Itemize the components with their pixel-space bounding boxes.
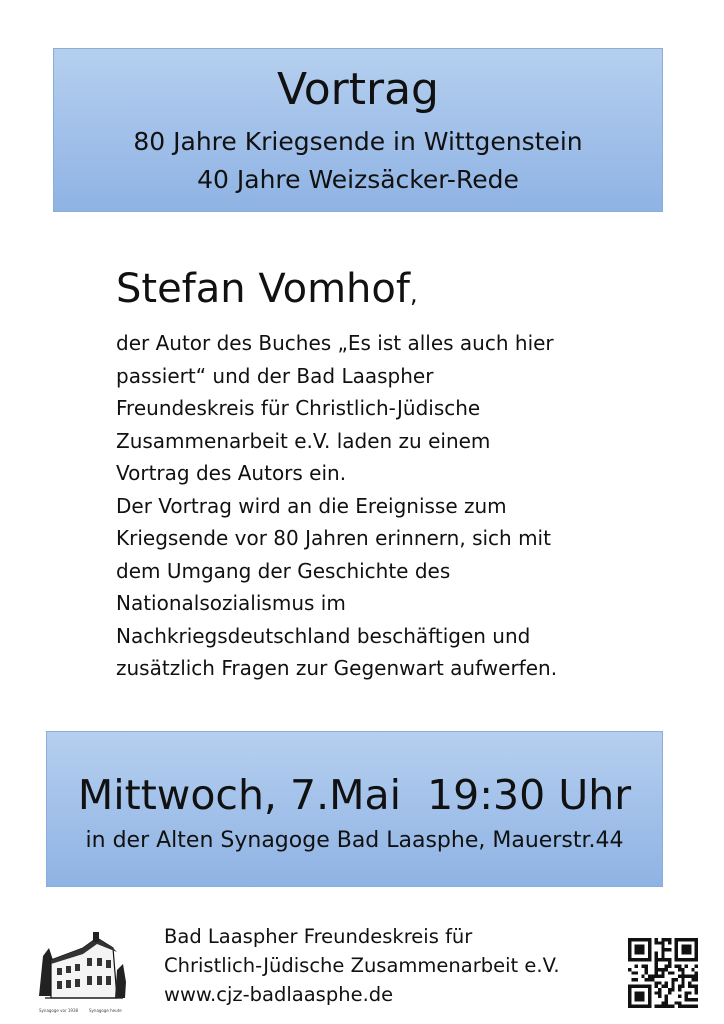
qr-module xyxy=(691,985,694,988)
qr-module xyxy=(655,1005,658,1008)
qr-module xyxy=(648,951,651,954)
qr-module xyxy=(635,998,638,1001)
qr-module xyxy=(665,985,668,988)
qr-module xyxy=(675,951,678,954)
qr-module xyxy=(661,955,664,958)
body-line: Zusammenarbeit e.V. laden zu einem xyxy=(116,428,491,453)
qr-module xyxy=(648,938,651,941)
qr-module xyxy=(658,981,661,984)
qr-module xyxy=(685,948,688,951)
qr-module xyxy=(665,1001,668,1004)
qr-module xyxy=(655,981,658,984)
qr-module xyxy=(668,971,671,974)
qr-module xyxy=(661,968,664,971)
qr-module xyxy=(628,985,631,988)
qr-module xyxy=(628,938,631,941)
qr-module xyxy=(655,941,658,944)
qr-module xyxy=(645,968,648,971)
subtitle-line-2: 40 Jahre Weizsäcker-Rede xyxy=(197,165,519,194)
qr-module xyxy=(678,1001,681,1004)
qr-module xyxy=(678,1005,681,1008)
qr-module xyxy=(688,975,691,978)
qr-module xyxy=(681,975,684,978)
qr-module xyxy=(635,938,638,941)
qr-module xyxy=(648,991,651,994)
qr-module xyxy=(638,985,641,988)
qr-module xyxy=(628,988,631,991)
footer-org-line-1: Bad Laaspher Freundeskreis für xyxy=(164,925,473,948)
qr-module xyxy=(688,958,691,961)
qr-module xyxy=(681,971,684,974)
qr-module xyxy=(691,938,694,941)
qr-module xyxy=(658,991,661,994)
qr-module xyxy=(671,971,674,974)
qr-module xyxy=(655,971,658,974)
qr-module xyxy=(628,1001,631,1004)
qr-module xyxy=(665,998,668,1001)
qr-module xyxy=(648,958,651,961)
qr-module xyxy=(678,958,681,961)
speaker-comma: , xyxy=(409,280,418,308)
footer-org-line-2: Christlich-Jüdische Zusammenarbeit e.V. xyxy=(164,954,560,977)
qr-module xyxy=(645,978,648,981)
qr-module xyxy=(695,955,698,958)
qr-module xyxy=(635,978,638,981)
qr-module xyxy=(681,951,684,954)
qr-module xyxy=(668,941,671,944)
qr-module xyxy=(635,958,638,961)
qr-module xyxy=(641,965,644,968)
body-line: Nationalsozialismus im xyxy=(116,591,346,615)
qr-module xyxy=(695,958,698,961)
qr-module xyxy=(638,998,641,1001)
body-text xyxy=(116,327,636,685)
title-banner xyxy=(53,48,663,212)
qr-module xyxy=(685,998,688,1001)
qr-module xyxy=(668,965,671,968)
qr-module xyxy=(628,968,631,971)
qr-module xyxy=(665,938,668,941)
main-content xyxy=(116,262,636,685)
qr-module xyxy=(658,988,661,991)
qr-module xyxy=(671,1005,674,1008)
qr-module xyxy=(638,1005,641,1008)
qr-module xyxy=(665,1005,668,1008)
qr-module xyxy=(668,1005,671,1008)
qr-module xyxy=(645,971,648,974)
qr-module xyxy=(685,1005,688,1008)
qr-module xyxy=(678,938,681,941)
speaker-name: Stefan Vomhof xyxy=(116,266,410,312)
qr-module xyxy=(665,948,668,951)
qr-module xyxy=(681,985,684,988)
qr-module xyxy=(645,938,648,941)
qr-module xyxy=(655,968,658,971)
qr-module xyxy=(681,981,684,984)
qr-module xyxy=(641,991,644,994)
qr-module xyxy=(668,958,671,961)
qr-module xyxy=(681,978,684,981)
qr-module xyxy=(675,948,678,951)
qr-module xyxy=(628,945,631,948)
qr-module xyxy=(635,951,638,954)
synagogue-building-icon xyxy=(37,926,127,1018)
qr-module xyxy=(655,958,658,961)
qr-module xyxy=(685,958,688,961)
qr-module xyxy=(665,965,668,968)
qr-module xyxy=(645,958,648,961)
qr-module xyxy=(648,988,651,991)
qr-module xyxy=(628,958,631,961)
qr-module xyxy=(655,985,658,988)
subtitle-line-1: 80 Jahre Kriegsende in Wittgenstein xyxy=(133,127,583,156)
qr-module xyxy=(631,985,634,988)
qr-module xyxy=(695,971,698,974)
qr-module xyxy=(681,958,684,961)
qr-module xyxy=(635,1005,638,1008)
qr-module xyxy=(688,991,691,994)
qr-module xyxy=(691,1005,694,1008)
qr-module xyxy=(648,1005,651,1008)
qr-module xyxy=(685,965,688,968)
qr-module xyxy=(641,948,644,951)
qr-module xyxy=(691,958,694,961)
qr-module xyxy=(688,938,691,941)
qr-module xyxy=(631,938,634,941)
qr-module xyxy=(638,958,641,961)
qr-module xyxy=(661,941,664,944)
qr-module xyxy=(668,961,671,964)
qr-module xyxy=(675,941,678,944)
qr-module xyxy=(658,941,661,944)
qr-module xyxy=(691,998,694,1001)
qr-module xyxy=(645,965,648,968)
qr-module xyxy=(641,985,644,988)
qr-module xyxy=(661,958,664,961)
qr-module xyxy=(675,1001,678,1004)
qr-module xyxy=(675,945,678,948)
qr-module xyxy=(631,978,634,981)
qr-module xyxy=(631,971,634,974)
qr-module xyxy=(635,995,638,998)
qr-module xyxy=(661,1001,664,1004)
qr-module xyxy=(675,938,678,941)
qr-module xyxy=(671,985,674,988)
qr-module xyxy=(691,968,694,971)
qr-module xyxy=(691,978,694,981)
body-line: Freundeskreis für Christlich-Jüdische xyxy=(116,396,481,420)
qr-module xyxy=(655,961,658,964)
qr-module xyxy=(688,951,691,954)
qr-module xyxy=(675,955,678,958)
qr-module xyxy=(631,958,634,961)
qr-module xyxy=(641,975,644,978)
qr-module xyxy=(665,995,668,998)
qr-module xyxy=(685,995,688,998)
qr-module xyxy=(695,988,698,991)
qr-module xyxy=(638,945,641,948)
qr-module xyxy=(658,968,661,971)
qr-module xyxy=(648,955,651,958)
qr-module xyxy=(688,948,691,951)
qr-module xyxy=(678,985,681,988)
qr-module xyxy=(648,985,651,988)
event-datetime: Mittwoch, 7.Mai 19:30 Uhr xyxy=(77,771,632,819)
qr-module xyxy=(638,991,641,994)
qr-module xyxy=(648,975,651,978)
body-line: zusätzlich Fragen zur Gegenwart aufwerfen. xyxy=(116,656,558,680)
qr-module xyxy=(628,998,631,1001)
qr-module xyxy=(661,948,664,951)
qr-module xyxy=(648,1001,651,1004)
qr-module xyxy=(645,985,648,988)
qr-module xyxy=(685,991,688,994)
qr-module xyxy=(635,985,638,988)
qr-module xyxy=(628,991,631,994)
qr-code-icon xyxy=(628,938,698,1008)
qr-module xyxy=(678,975,681,978)
qr-module xyxy=(671,988,674,991)
qr-module xyxy=(641,945,644,948)
body-line: dem Umgang der Geschichte des xyxy=(116,558,451,583)
qr-module xyxy=(628,948,631,951)
qr-module xyxy=(661,945,664,948)
qr-module xyxy=(655,938,658,941)
qr-module xyxy=(635,945,638,948)
qr-module xyxy=(688,985,691,988)
qr-module xyxy=(685,945,688,948)
qr-module xyxy=(685,975,688,978)
qr-module xyxy=(628,951,631,954)
qr-module xyxy=(681,945,684,948)
qr-module xyxy=(648,948,651,951)
qr-module xyxy=(678,988,681,991)
qr-module xyxy=(641,998,644,1001)
qr-module xyxy=(648,978,651,981)
body-line: Vortrag des Autors ein. xyxy=(116,461,347,485)
flyer-title: Vortrag xyxy=(277,64,439,115)
qr-module xyxy=(638,938,641,941)
qr-module xyxy=(635,948,638,951)
qr-module xyxy=(638,995,641,998)
qr-module xyxy=(668,988,671,991)
qr-module xyxy=(695,965,698,968)
qr-module xyxy=(661,971,664,974)
qr-module xyxy=(635,991,638,994)
qr-module xyxy=(668,991,671,994)
qr-module xyxy=(668,948,671,951)
qr-module xyxy=(681,1005,684,1008)
qr-module xyxy=(658,995,661,998)
qr-module xyxy=(681,948,684,951)
qr-module xyxy=(688,998,691,1001)
qr-module xyxy=(661,951,664,954)
qr-module xyxy=(628,1005,631,1008)
synagogue-logo xyxy=(37,926,127,1018)
qr-module xyxy=(665,981,668,984)
qr-module xyxy=(695,941,698,944)
qr-module xyxy=(661,1005,664,1008)
qr-module xyxy=(668,938,671,941)
qr-module xyxy=(685,938,688,941)
qr-module xyxy=(688,981,691,984)
qr-module xyxy=(645,1005,648,1008)
qr-module xyxy=(678,995,681,998)
qr-module xyxy=(628,955,631,958)
qr-module xyxy=(671,981,674,984)
body-line: der Autor des Buches „Es ist alles auch hier xyxy=(116,331,554,355)
qr-module xyxy=(641,958,644,961)
qr-module xyxy=(628,941,631,944)
logo-caption-right: Synagoge heute xyxy=(89,1008,122,1013)
qr-module xyxy=(655,951,658,954)
qr-module xyxy=(695,998,698,1001)
qr-module xyxy=(695,951,698,954)
qr-module xyxy=(661,985,664,988)
event-banner xyxy=(46,731,663,887)
qr-module xyxy=(691,975,694,978)
qr-module xyxy=(688,945,691,948)
speaker-heading xyxy=(116,262,636,321)
qr-module xyxy=(648,995,651,998)
qr-code-graphic xyxy=(628,938,698,1008)
qr-module xyxy=(655,991,658,994)
qr-module xyxy=(665,968,668,971)
qr-module xyxy=(678,968,681,971)
qr-module xyxy=(675,978,678,981)
qr-module xyxy=(658,958,661,961)
qr-module xyxy=(695,985,698,988)
qr-module xyxy=(695,1005,698,1008)
body-line: Nachkriegsdeutschland beschäftigen und xyxy=(116,623,531,648)
qr-module xyxy=(658,1005,661,1008)
qr-module xyxy=(695,975,698,978)
qr-module xyxy=(671,978,674,981)
qr-module xyxy=(681,938,684,941)
footer-text xyxy=(164,922,560,1009)
qr-module xyxy=(661,938,664,941)
qr-module xyxy=(695,938,698,941)
qr-module xyxy=(641,938,644,941)
qr-module xyxy=(651,975,654,978)
qr-module xyxy=(658,975,661,978)
footer-website: www.cjz-badlaasphe.de xyxy=(164,983,394,1006)
qr-module xyxy=(638,948,641,951)
qr-module xyxy=(655,975,658,978)
qr-module xyxy=(661,975,664,978)
qr-module xyxy=(635,965,638,968)
qr-module xyxy=(641,951,644,954)
qr-module xyxy=(641,1005,644,1008)
qr-module xyxy=(648,941,651,944)
qr-module xyxy=(685,951,688,954)
qr-module xyxy=(641,995,644,998)
qr-module xyxy=(651,978,654,981)
qr-module xyxy=(678,965,681,968)
qr-module xyxy=(681,968,684,971)
body-line: Der Vortrag wird an die Ereignisse zum xyxy=(116,493,507,518)
qr-module xyxy=(631,1005,634,1008)
qr-module xyxy=(655,965,658,968)
qr-module xyxy=(675,965,678,968)
qr-module xyxy=(628,995,631,998)
qr-module xyxy=(695,991,698,994)
qr-module xyxy=(665,958,668,961)
qr-module xyxy=(688,1005,691,1008)
qr-module xyxy=(648,998,651,1001)
qr-module xyxy=(695,978,698,981)
event-venue: in der Alten Synagoge Bad Laasphe, Mauerstr.44 xyxy=(85,828,624,853)
qr-module xyxy=(638,951,641,954)
qr-module xyxy=(635,971,638,974)
body-line: passiert“ und der Bad Laaspher xyxy=(116,363,434,388)
qr-module xyxy=(695,948,698,951)
qr-module xyxy=(695,945,698,948)
body-line: Kriegsende vor 80 Jahren erinnern, sich mit xyxy=(116,526,551,550)
logo-caption-left: Synagoge vor 1938 xyxy=(39,1008,79,1013)
qr-module xyxy=(655,955,658,958)
qr-module xyxy=(675,958,678,961)
qr-module xyxy=(648,945,651,948)
